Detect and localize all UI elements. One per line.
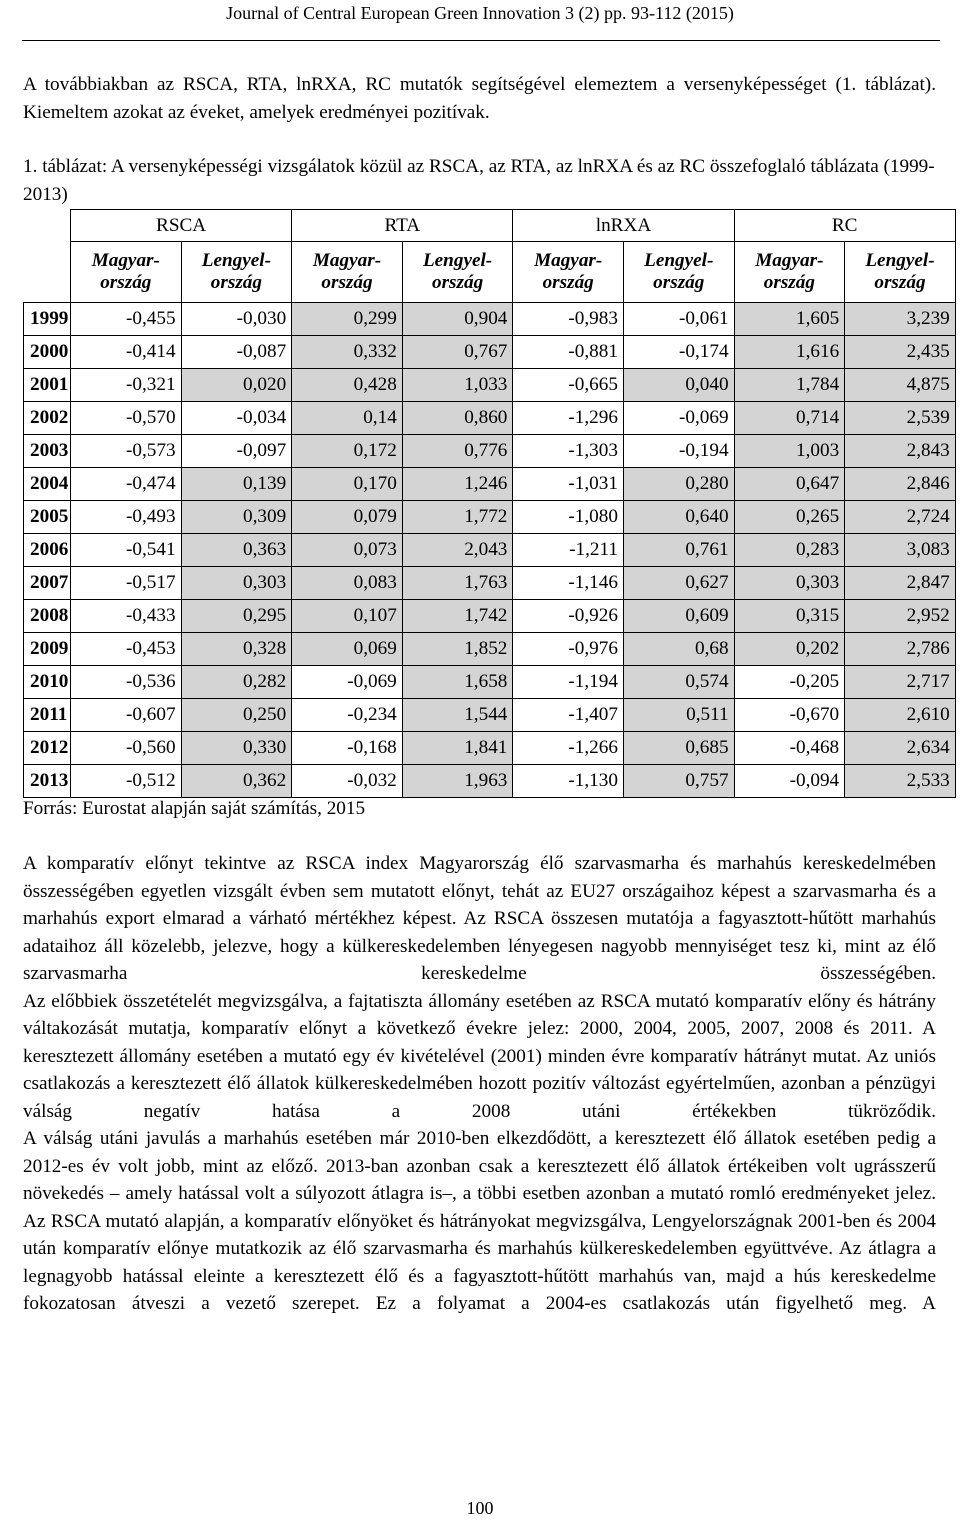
column-header-line: ország — [431, 272, 484, 293]
value-cell: -0,061 — [623, 303, 734, 336]
column-header-line: ország — [321, 272, 373, 293]
value-cell: 0,250 — [181, 699, 292, 732]
body-paragraph: A komparatív előnyt tekintve az RSCA index Magyarország élő szarvasmarha és marhahús kereskedelmében összességében egyetlen vizsgált évben sem mutatott előnyt, tehát az EU27 országaihoz képest a szarvasmarha és a marhahús export elmarad a várható mértékhez képest. Az RSCA összesen mutatója a fagyasztott-hűtött marhahús adataihoz áll közelebb, jelezve, hogy a külkereskedelemben lényegesen nagyobb mennyiséget tesz ki, mint az élő szarvasmarha kereskedelme összességében. — [23, 853, 936, 984]
value-cell: -1,194 — [513, 666, 624, 699]
value-cell: 0,315 — [734, 600, 845, 633]
value-cell: 2,634 — [845, 732, 956, 765]
value-cell: 0,428 — [292, 369, 403, 402]
value-cell: 0,574 — [623, 666, 734, 699]
value-cell: 0,330 — [181, 732, 292, 765]
value-cell: -1,211 — [513, 534, 624, 567]
value-cell: -0,094 — [734, 765, 845, 798]
table-row — [24, 699, 956, 732]
value-cell: -0,665 — [513, 369, 624, 402]
table-row — [24, 336, 956, 369]
table-row — [24, 600, 956, 633]
value-cell: 0,757 — [623, 765, 734, 798]
value-cell: 0,083 — [292, 567, 403, 600]
value-cell: 1,003 — [734, 435, 845, 468]
group-header-lnrxa: lnRXA — [513, 210, 734, 242]
value-cell: -0,455 — [71, 303, 182, 336]
table-row — [24, 435, 956, 468]
column-header-line: Lengyel- — [644, 250, 714, 271]
value-cell: -0,234 — [292, 699, 403, 732]
journal-header: Journal of Central European Green Innovation 3 (2) pp. 93-112 (2015) — [226, 3, 734, 23]
competitiveness-table — [23, 209, 956, 798]
value-cell: 0,627 — [623, 567, 734, 600]
value-cell: 1,605 — [734, 303, 845, 336]
year-cell: 2003 — [24, 435, 71, 468]
value-cell: -1,407 — [513, 699, 624, 732]
value-cell: -0,983 — [513, 303, 624, 336]
value-cell: -0,414 — [71, 336, 182, 369]
table-subheader-row — [24, 242, 956, 303]
column-header-line: ország — [763, 272, 815, 293]
value-cell: -0,174 — [623, 336, 734, 369]
value-cell: -0,607 — [71, 699, 182, 732]
value-cell: 1,841 — [402, 732, 513, 765]
value-cell: 0,68 — [623, 633, 734, 666]
value-cell: 2,724 — [845, 501, 956, 534]
year-cell: 2000 — [24, 336, 71, 369]
column-header-line: ország — [100, 272, 152, 293]
table-row — [24, 402, 956, 435]
value-cell: -0,536 — [71, 666, 182, 699]
value-cell: 0,282 — [181, 666, 292, 699]
value-cell: 0,14 — [292, 402, 403, 435]
group-header-rc: RC — [734, 210, 955, 242]
value-cell: -0,493 — [71, 501, 182, 534]
value-cell: 1,784 — [734, 369, 845, 402]
corner-cell — [24, 210, 71, 242]
value-cell: 1,742 — [402, 600, 513, 633]
value-cell: -0,433 — [71, 600, 182, 633]
column-header — [181, 242, 292, 303]
value-cell: 3,239 — [845, 303, 956, 336]
table-caption: 1. táblázat: A versenyképességi vizsgálatok közül az RSCA, az RTA, az lnRXA és az RC összefoglaló táblázata (1999-2013) — [23, 156, 935, 205]
value-cell: 2,952 — [845, 600, 956, 633]
intro-paragraph: A továbbiakban az RSCA, RTA, lnRXA, RC mutatók segítségével elemeztem a versenyképességet (1. táblázat). Kiemeltem azokat az éveket, amelyek eredményei pozitívak. — [23, 74, 936, 123]
column-header — [292, 242, 403, 303]
value-cell: 2,843 — [845, 435, 956, 468]
column-header-line: ország — [874, 272, 926, 293]
page-number: 100 — [466, 1498, 494, 1518]
value-cell: 0,202 — [734, 633, 845, 666]
value-cell: 2,847 — [845, 567, 956, 600]
year-cell: 2005 — [24, 501, 71, 534]
value-cell: -0,453 — [71, 633, 182, 666]
table-row — [24, 501, 956, 534]
table-row — [24, 765, 956, 798]
year-cell: 1999 — [24, 303, 71, 336]
column-header-line: Lengyel- — [201, 250, 272, 271]
table-row — [24, 369, 956, 402]
value-cell: -1,266 — [513, 732, 624, 765]
column-header — [734, 242, 845, 303]
column-header-line: Lengyel- — [422, 250, 493, 271]
year-cell: 2013 — [24, 765, 71, 798]
value-cell: -0,030 — [181, 303, 292, 336]
value-cell: -0,069 — [623, 402, 734, 435]
value-cell: -0,541 — [71, 534, 182, 567]
value-cell: 0,280 — [623, 468, 734, 501]
value-cell: 2,539 — [845, 402, 956, 435]
value-cell: 1,772 — [402, 501, 513, 534]
value-cell: -1,296 — [513, 402, 624, 435]
column-header — [623, 242, 734, 303]
value-cell: 2,043 — [402, 534, 513, 567]
value-cell: 0,363 — [181, 534, 292, 567]
value-cell: -1,080 — [513, 501, 624, 534]
value-cell: 1,658 — [402, 666, 513, 699]
value-cell: 0,283 — [734, 534, 845, 567]
value-cell: 3,083 — [845, 534, 956, 567]
value-cell: -1,146 — [513, 567, 624, 600]
year-cell: 2007 — [24, 567, 71, 600]
year-cell: 2010 — [24, 666, 71, 699]
body-paragraph: A válság utáni javulás a marhahús esetében már 2010-ben elkezdődött, a keresztezett élő állatok esetében pedig a 2012-es év volt jobb, mint az előző. 2013-ban azonban csak a keresztezett élő állatok értékeiben volt ugrásszerű növekedés – amely hatással volt a súlyozott átlagra is–, a többi esetben azonban a mutató romló eredményeket jelez. — [23, 1128, 936, 1204]
body-text — [23, 850, 936, 1318]
column-header-line: Magyar- — [534, 250, 603, 271]
value-cell: -1,303 — [513, 435, 624, 468]
value-cell: 0,685 — [623, 732, 734, 765]
column-header — [513, 242, 624, 303]
value-cell: -0,069 — [292, 666, 403, 699]
value-cell: -0,168 — [292, 732, 403, 765]
table-row — [24, 303, 956, 336]
value-cell: 0,303 — [734, 567, 845, 600]
value-cell: -0,670 — [734, 699, 845, 732]
value-cell: 1,246 — [402, 468, 513, 501]
value-cell: 1,544 — [402, 699, 513, 732]
value-cell: -1,031 — [513, 468, 624, 501]
value-cell: 0,904 — [402, 303, 513, 336]
value-cell: 0,020 — [181, 369, 292, 402]
body-paragraph: Az előbbiek összetételét megvizsgálva, a fajtatiszta állomány esetében az RSCA mutató komparatív előny és hátrány váltakozását mutatja, komparatív előnyt a következő évekre jelez: 2000, 2004, 2005, 2007, 2008 és 2011. A keresztezett állomány esetében a mutató egy év kivételével (2001) minden évre komparatív hátrányt mutat. Az uniós csatlakozás a keresztezett élő állatok külkereskedelmében hozott pozitív változást egyértelműen, azonban a pénzügyi válság negatív hatása a 2008 utáni értékekben tükröződik. — [23, 990, 936, 1122]
value-cell: -0,194 — [623, 435, 734, 468]
value-cell: -0,560 — [71, 732, 182, 765]
value-cell: 1,616 — [734, 336, 845, 369]
value-cell: -0,097 — [181, 435, 292, 468]
value-cell: -0,517 — [71, 567, 182, 600]
group-header-rta: RTA — [292, 210, 513, 242]
value-cell: 0,295 — [181, 600, 292, 633]
value-cell: 0,609 — [623, 600, 734, 633]
table-row — [24, 534, 956, 567]
value-cell: -1,130 — [513, 765, 624, 798]
value-cell: 0,714 — [734, 402, 845, 435]
column-header — [71, 242, 182, 303]
value-cell: 0,767 — [402, 336, 513, 369]
value-cell: 0,170 — [292, 468, 403, 501]
year-cell: 2002 — [24, 402, 71, 435]
value-cell: 2,717 — [845, 666, 956, 699]
table-row — [24, 468, 956, 501]
value-cell: 0,172 — [292, 435, 403, 468]
table-group-header-row — [24, 210, 956, 242]
corner-cell — [24, 242, 71, 303]
column-header-line: Magyar- — [755, 250, 824, 271]
year-cell: 2004 — [24, 468, 71, 501]
value-cell: 0,073 — [292, 534, 403, 567]
value-cell: 0,332 — [292, 336, 403, 369]
value-cell: -0,468 — [734, 732, 845, 765]
group-header-rsca: RSCA — [71, 210, 292, 242]
value-cell: -0,321 — [71, 369, 182, 402]
value-cell: -0,034 — [181, 402, 292, 435]
value-cell: 0,139 — [181, 468, 292, 501]
year-cell: 2006 — [24, 534, 71, 567]
value-cell: 0,265 — [734, 501, 845, 534]
year-cell: 2011 — [24, 699, 71, 732]
value-cell: 0,647 — [734, 468, 845, 501]
column-header-line: ország — [653, 272, 705, 293]
column-header-line: Magyar- — [312, 250, 382, 271]
value-cell: 0,776 — [402, 435, 513, 468]
value-cell: 4,875 — [845, 369, 956, 402]
value-cell: 0,299 — [292, 303, 403, 336]
column-header-line: Lengyel- — [865, 250, 935, 271]
value-cell: 0,079 — [292, 501, 403, 534]
value-cell: 1,033 — [402, 369, 513, 402]
value-cell: 0,328 — [181, 633, 292, 666]
value-cell: -0,032 — [292, 765, 403, 798]
value-cell: 0,040 — [623, 369, 734, 402]
value-cell: 0,069 — [292, 633, 403, 666]
column-header — [845, 242, 956, 303]
value-cell: -0,881 — [513, 336, 624, 369]
header-rule — [22, 40, 940, 41]
value-cell: 2,435 — [845, 336, 956, 369]
year-cell: 2012 — [24, 732, 71, 765]
table-row — [24, 633, 956, 666]
value-cell: 0,362 — [181, 765, 292, 798]
column-header-line: Magyar- — [91, 250, 160, 271]
value-cell: -0,474 — [71, 468, 182, 501]
column-header-line: ország — [210, 272, 262, 293]
value-cell: -0,573 — [71, 435, 182, 468]
body-paragraph: Az RSCA mutató alapján, a komparatív előnyöket és hátrányokat megvizsgálva, Lengyelországnak 2001-ben és 2004 után komparatív előnye mutatkozik az élő szarvasmarha és marhahús külkereskedelemben együttvéve. Az átlagra a legnagyobb hatással eleinte a keresztezett élő és a fagyasztott-hűtött marhahús van, majd a hús kereskedelme fokozatosan átveszi a vezető szerepet. Ez a folyamat a 2004-es csatlakozás után figyelhető meg. A — [23, 1210, 936, 1314]
value-cell: 0,303 — [181, 567, 292, 600]
year-cell: 2001 — [24, 369, 71, 402]
value-cell: -0,976 — [513, 633, 624, 666]
value-cell: 0,640 — [623, 501, 734, 534]
value-cell: 1,963 — [402, 765, 513, 798]
column-header — [402, 242, 513, 303]
value-cell: 0,511 — [623, 699, 734, 732]
value-cell: -0,087 — [181, 336, 292, 369]
value-cell: -0,205 — [734, 666, 845, 699]
value-cell: -0,512 — [71, 765, 182, 798]
value-cell: -0,926 — [513, 600, 624, 633]
value-cell: 0,309 — [181, 501, 292, 534]
value-cell: 0,860 — [402, 402, 513, 435]
value-cell: 2,846 — [845, 468, 956, 501]
column-header-line: ország — [542, 272, 594, 293]
value-cell: 1,763 — [402, 567, 513, 600]
table-row — [24, 732, 956, 765]
year-cell: 2008 — [24, 600, 71, 633]
value-cell: 0,761 — [623, 534, 734, 567]
table-source: Forrás: Eurostat alapján saját számítás, 2015 — [23, 798, 366, 819]
value-cell: 2,610 — [845, 699, 956, 732]
table-row — [24, 666, 956, 699]
value-cell: 1,852 — [402, 633, 513, 666]
value-cell: 2,786 — [845, 633, 956, 666]
value-cell: 2,533 — [845, 765, 956, 798]
table-row — [24, 567, 956, 600]
value-cell: -0,570 — [71, 402, 182, 435]
value-cell: 0,107 — [292, 600, 403, 633]
year-cell: 2009 — [24, 633, 71, 666]
